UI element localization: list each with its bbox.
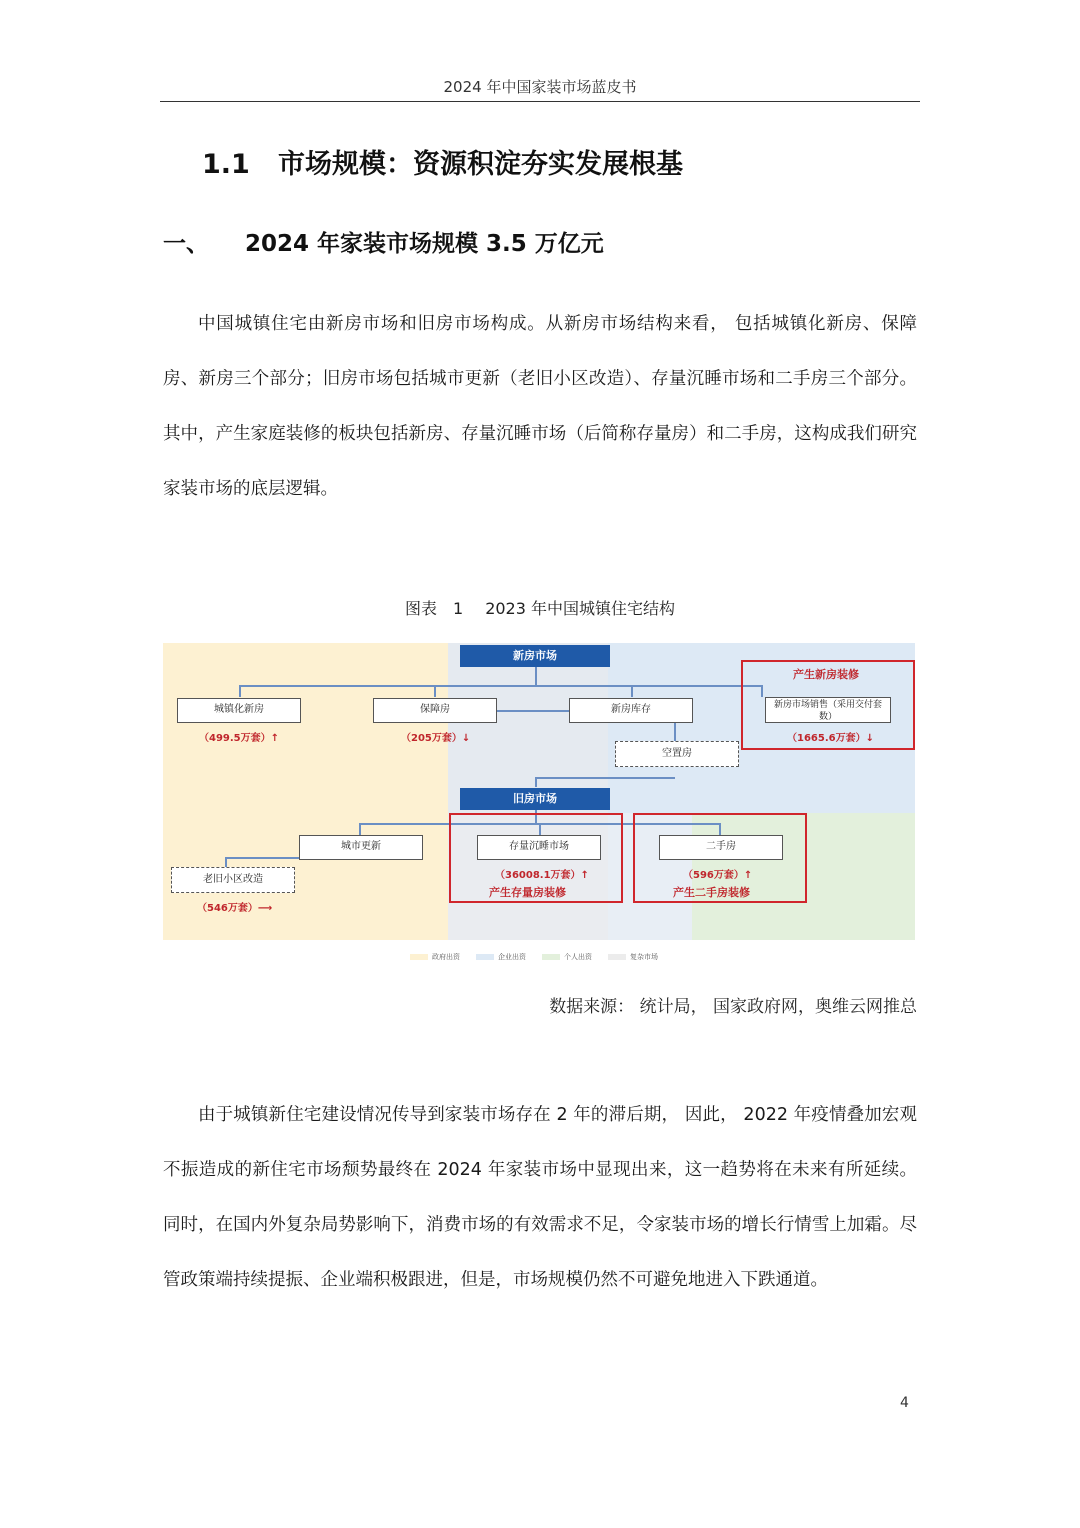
legend-item-enterprise [476,952,526,962]
legend-label: 政府出资 [432,953,460,961]
new-stock-box: 新房库存 [569,698,693,723]
old-community-box: 老旧小区改造 [171,867,295,893]
legend-label: 复杂市场 [630,953,658,961]
connector-line [535,777,537,787]
old-community-value [197,899,272,914]
urban-renewal-box: 城市更新 [299,835,423,860]
legend-item-individual [542,952,592,962]
figure-caption [0,596,1080,619]
urban-new-value-text: （499.5万套） [199,733,271,744]
new-sales-value-text: （1665.6万套） [787,733,866,744]
connector-line [239,685,241,697]
legend-item-government [410,952,460,962]
legend-swatch [608,954,626,960]
subsection-title: 2024 年家装市场规模 3.5 万亿元 [245,231,604,257]
subsection-heading [163,225,604,258]
urban-new-box: 城镇化新房 [177,698,301,723]
legend-label: 个人出资 [564,953,592,961]
affordable-box: 保障房 [373,698,497,723]
legend-item-mixed [608,952,658,962]
section-number: 1.1 [202,149,250,180]
connector-line [239,685,761,687]
legend-swatch [410,954,428,960]
paragraph-1 [163,297,917,517]
second-hand-value-text: （596万套） [683,870,744,881]
legend-swatch [542,954,560,960]
arrow-down-icon: ↓ [865,733,874,744]
new-market-header: 新房市场 [460,645,610,667]
diagram-legend [410,951,658,963]
arrow-up-icon: ↑ [580,870,589,881]
new-sales-box: 新房市场销售（采用交付套数） [765,697,891,723]
connector-line [674,723,676,741]
connector-line [535,777,675,779]
connector-line [434,685,436,697]
connector-line [225,857,299,859]
connector-line [359,823,361,835]
section-title: 市场规模：资源积淀夯实发展根基 [278,149,684,180]
dormant-value [495,866,589,881]
paragraph-2-text: 由于城镇新住宅建设情况传导到家装市场存在 2 年的滞后期， 因此， 2022 年疫情叠加宏观不振造成的新住宅市场颓势最终在 2024 年家装市场中显现出来，这一趋势将在未来有所延续。同时，在国内外复杂局势影响下，消费市场的有效需求不足，令家装市场的增长行情雪上加霜。尽管政策端持续提振、企业端积极跟进，但是，市场规模仍然不可避免地进入下跌通道。 [163,1105,917,1290]
legend-label: 企业出资 [498,953,526,961]
affordable-value-text: （205万套） [401,733,462,744]
old-community-value-text: （546万套） [197,903,258,914]
subsection-number: 一、 [163,231,209,257]
page-number: 4 [900,1395,909,1411]
new-sales-value [787,729,874,744]
connector-line [631,685,633,697]
section-heading [202,142,683,181]
affordable-value [401,729,470,744]
housing-structure-diagram [163,643,915,940]
figure-label: 图表 1 [405,599,464,618]
vacant-box: 空置房 [615,741,739,767]
page-header: 2024 年中国家装市场蓝皮书 [443,78,637,96]
arrow-up-icon: ↑ [270,733,280,744]
second-hand-box: 二手房 [659,835,783,860]
arrow-down-icon: ↓ [461,733,471,744]
produce-stock-label: 产生存量房装修 [489,886,566,899]
figure-title: 2023 年中国城镇住宅结构 [485,599,675,618]
second-hand-value [683,866,752,881]
header-divider [160,101,920,102]
legend-swatch [476,954,494,960]
connector-line [535,667,537,685]
arrow-right-icon: ⟶ [257,903,273,914]
produce-new-label: 产生新房装修 [793,668,859,681]
arrow-up-icon: ↑ [743,870,753,881]
zone-government [163,643,448,940]
paragraph-1-text: 中国城镇住宅由新房市场和旧房市场构成。从新房市场结构来看， 包括城镇化新房、保障房、新房三个部分；旧房市场包括城市更新（老旧小区改造）、存量沉睡市场和二手房三个部分。其中，产生家庭装修的板块包括新房、存量沉睡市场（后简称存量房）和二手房，这构成我们研究家装市场的底层逻辑。 [163,314,917,499]
data-source: 数据来源： 统计局， 国家政府网，奥维云网推总 [549,997,917,1017]
connector-line [225,857,227,867]
old-market-header: 旧房市场 [460,788,610,810]
dormant-box: 存量沉睡市场 [477,835,601,860]
produce-second-label: 产生二手房装修 [673,886,750,899]
paragraph-2 [163,1088,917,1308]
urban-new-value [199,729,279,744]
connector-line [497,710,569,712]
dormant-value-text: （36008.1万套） [495,870,581,881]
